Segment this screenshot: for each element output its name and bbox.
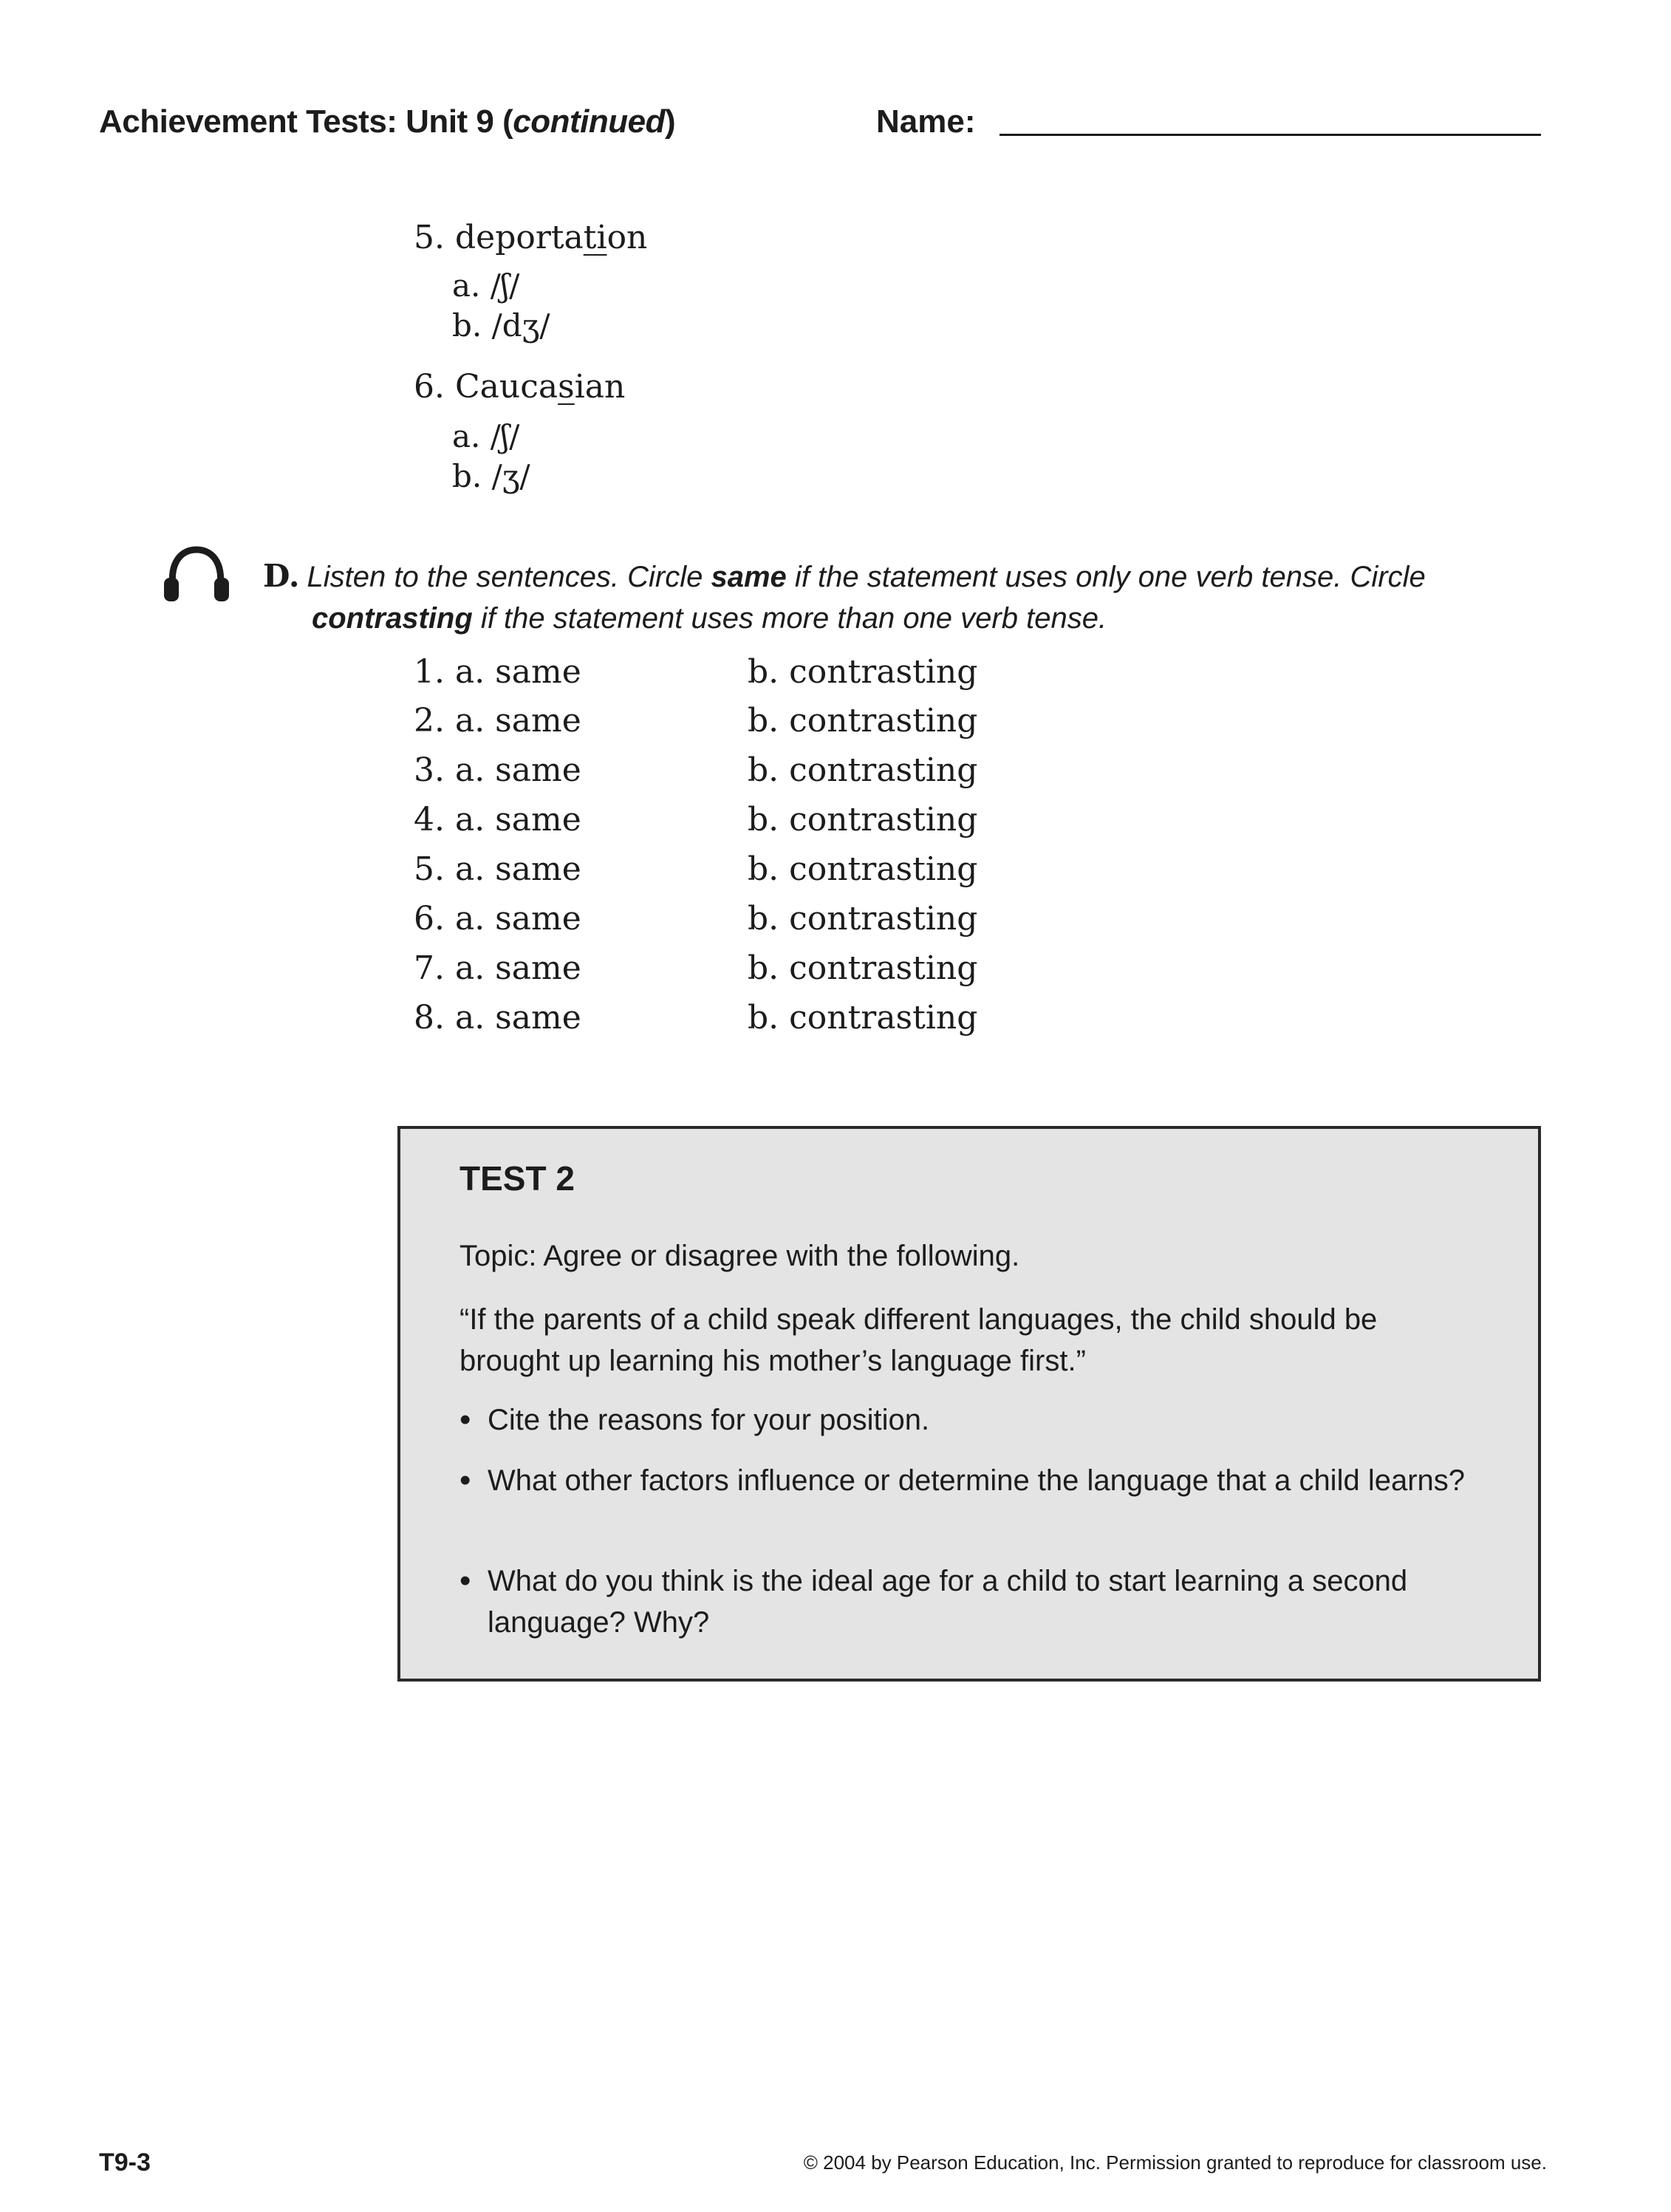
answer-option-a[interactable]: 7. a. same xyxy=(414,949,581,987)
bullet-icon: • xyxy=(459,1462,471,1498)
item-5-option-a[interactable]: a. /ʃ/ xyxy=(452,267,520,304)
header-title-italic: continued xyxy=(513,103,665,140)
answer-row xyxy=(414,999,1079,1048)
instruction-keyword-same: same xyxy=(711,561,787,593)
answer-row xyxy=(414,900,1079,949)
answer-row xyxy=(414,850,1079,899)
test-2-bullet xyxy=(459,1399,1494,1441)
pronunciation-item-5 xyxy=(414,219,647,256)
answer-option-a[interactable]: 6. a. same xyxy=(414,900,581,938)
test-2-bullet xyxy=(459,1560,1494,1643)
answer-row xyxy=(414,653,1079,702)
answer-option-a[interactable]: 8. a. same xyxy=(414,999,581,1037)
bullet-text: What other factors influence or determine the language that a child learns? xyxy=(488,1464,1466,1497)
answer-option-b[interactable]: b. contrasting xyxy=(748,702,978,740)
bullet-icon: • xyxy=(459,1563,471,1599)
section-letter: D. xyxy=(263,558,300,594)
answer-option-b[interactable]: b. contrasting xyxy=(748,850,978,888)
answer-option-b[interactable]: b. contrasting xyxy=(748,801,978,839)
bullet-icon: • xyxy=(459,1402,471,1438)
answer-row xyxy=(414,949,1079,998)
header-title-main: Achievement Tests: Unit 9 ( xyxy=(99,103,513,140)
item-6-option-b[interactable]: b. /ʒ/ xyxy=(452,458,530,494)
instruction-text: if the statement uses only one verb tense. Circle xyxy=(786,561,1426,593)
pronunciation-item-6 xyxy=(414,368,625,406)
name-label: Name: xyxy=(876,103,976,140)
answer-option-b[interactable]: b. contrasting xyxy=(748,653,978,691)
answer-option-a[interactable]: 4. a. same xyxy=(414,801,581,839)
word-part: Cauca xyxy=(454,368,558,406)
answer-option-a[interactable]: 1. a. same xyxy=(414,653,581,691)
answer-option-b[interactable]: b. contrasting xyxy=(748,751,978,789)
item-number: 5. xyxy=(414,219,445,256)
item-number: 6. xyxy=(414,368,445,406)
page-header-title xyxy=(99,103,675,140)
name-field-line[interactable] xyxy=(999,134,1541,136)
answer-option-b[interactable]: b. contrasting xyxy=(748,900,978,938)
test-2-title: TEST 2 xyxy=(459,1159,575,1198)
word-part: ian xyxy=(574,368,626,406)
headphones-icon xyxy=(163,545,230,604)
answer-option-a[interactable]: 5. a. same xyxy=(414,850,581,888)
word-underlined-part: s xyxy=(558,368,575,406)
instruction-text: Listen to the sentences. Circle xyxy=(307,561,711,593)
word-part: on xyxy=(606,219,648,256)
item-5-option-b[interactable]: b. /dʒ/ xyxy=(452,307,550,344)
bullet-text: What do you think is the ideal age for a child to start learning a second language? Why? xyxy=(488,1565,1408,1639)
test-2-topic: Topic: Agree or disagree with the following. xyxy=(459,1240,1020,1272)
header-title-close: ) xyxy=(664,103,676,140)
word-part: deporta xyxy=(454,219,584,256)
instruction-text: if the statement uses more than one verb tense. xyxy=(472,602,1107,635)
copyright-notice: © 2004 by Pearson Education, Inc. Permission granted to reproduce for classroom use. xyxy=(803,2151,1547,2174)
test-2-bullet xyxy=(459,1460,1494,1501)
answer-row xyxy=(414,801,1079,850)
word-underlined-part: ti xyxy=(583,219,607,256)
item-6-option-a[interactable]: a. /ʃ/ xyxy=(452,418,520,454)
answer-option-a[interactable]: 3. a. same xyxy=(414,751,581,789)
test-2-quote: “If the parents of a child speak different languages, the child should be brought up learning his mother’s language first.” xyxy=(459,1303,1378,1377)
bullet-text: Cite the reasons for your position. xyxy=(488,1404,930,1436)
page-code: T9-3 xyxy=(99,2148,151,2177)
section-d-instructions xyxy=(263,556,1489,639)
answer-option-b[interactable]: b. contrasting xyxy=(748,999,978,1037)
answer-row xyxy=(414,702,1079,751)
test-2-box xyxy=(397,1126,1541,1682)
answer-option-a[interactable]: 2. a. same xyxy=(414,702,581,740)
answer-row xyxy=(414,751,1079,800)
answer-option-b[interactable]: b. contrasting xyxy=(748,949,978,987)
instruction-keyword-contrasting: contrasting xyxy=(312,602,473,635)
